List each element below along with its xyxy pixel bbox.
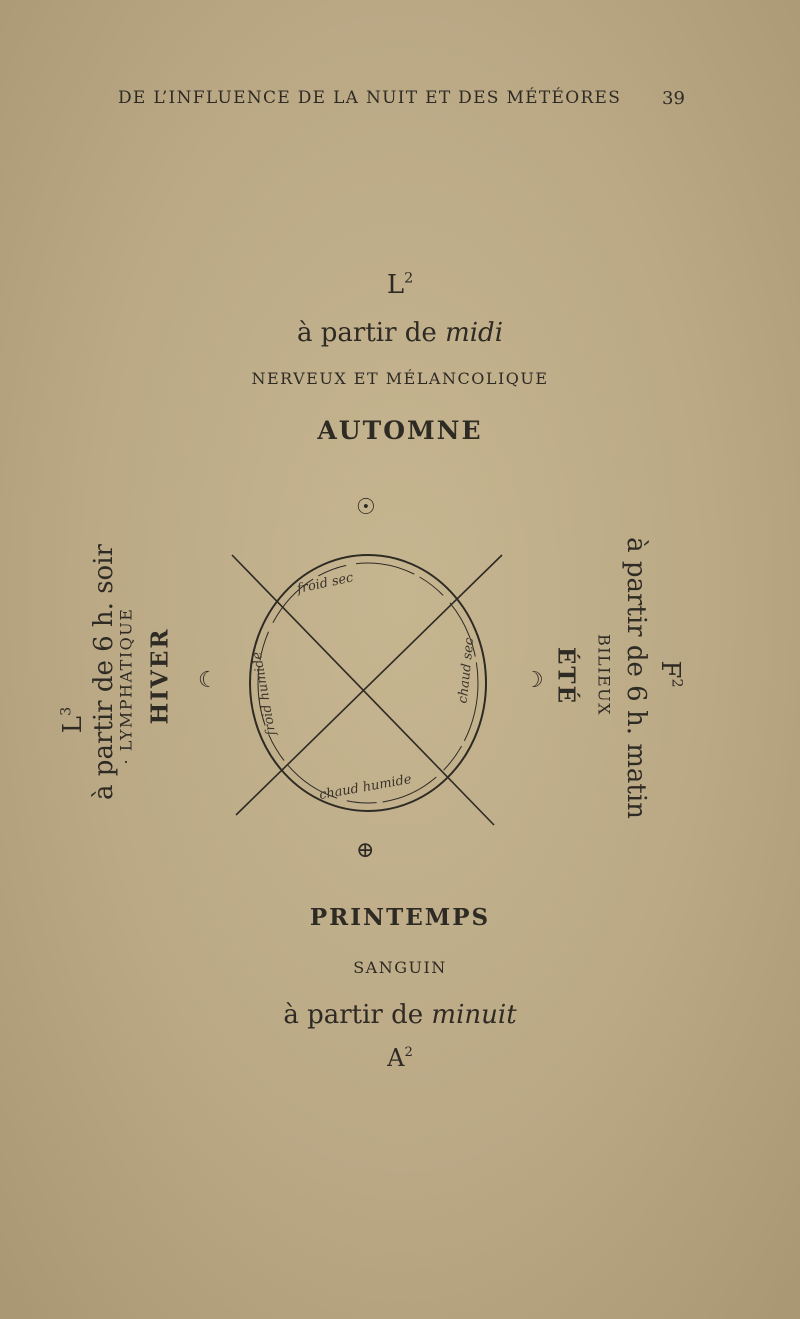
diagram-circle-outer bbox=[250, 555, 486, 811]
top-temperament: NERVEUX ET MÉLANCOLIQUE bbox=[251, 369, 549, 388]
left-season: HIVER bbox=[146, 627, 174, 725]
left-label: $L^3$ bbox=[58, 706, 88, 734]
bottom-season: PRINTEMPS bbox=[309, 904, 491, 931]
handwritten-bottom: chaud humide bbox=[318, 772, 413, 804]
sun-symbol-icon: ☉ bbox=[356, 495, 376, 520]
right-time: à partir de 6 h. matin bbox=[621, 537, 651, 819]
bottom-temperament: SANGUIN bbox=[353, 958, 447, 977]
top-season: AUTOMNE bbox=[317, 416, 483, 445]
handwritten-left: froid humide bbox=[249, 650, 280, 737]
diagram-circle-inner bbox=[258, 563, 478, 803]
right-label: $F^2$ bbox=[655, 660, 685, 688]
right-temperament: BILIEUX bbox=[594, 633, 614, 717]
top-label: $L^2$ bbox=[386, 270, 414, 300]
humors-diagram bbox=[226, 543, 506, 833]
moon-left-symbol-icon: ☾ bbox=[198, 668, 218, 693]
left-time: à partir de 6 h. soir bbox=[89, 544, 119, 800]
bottom-time: à partir de minuit bbox=[283, 1000, 517, 1030]
page-header bbox=[0, 88, 800, 118]
handwritten-top: froid sec bbox=[295, 570, 355, 597]
earth-symbol-icon: ⊕ bbox=[356, 838, 375, 863]
handwritten-right: chaud sec bbox=[455, 637, 478, 705]
running-title: DE L’INFLUENCE DE LA NUIT ET DES MÉTÉORES bbox=[118, 88, 622, 108]
page-number: 39 bbox=[662, 88, 685, 109]
bottom-label: $A^2$ bbox=[387, 1044, 413, 1072]
moon-right-symbol-icon: ☽ bbox=[524, 668, 544, 693]
left-temperament: · LYMPHATIQUE bbox=[116, 607, 136, 765]
top-time: à partir de midi bbox=[296, 318, 504, 348]
right-season: ÉTÉ bbox=[552, 646, 580, 706]
